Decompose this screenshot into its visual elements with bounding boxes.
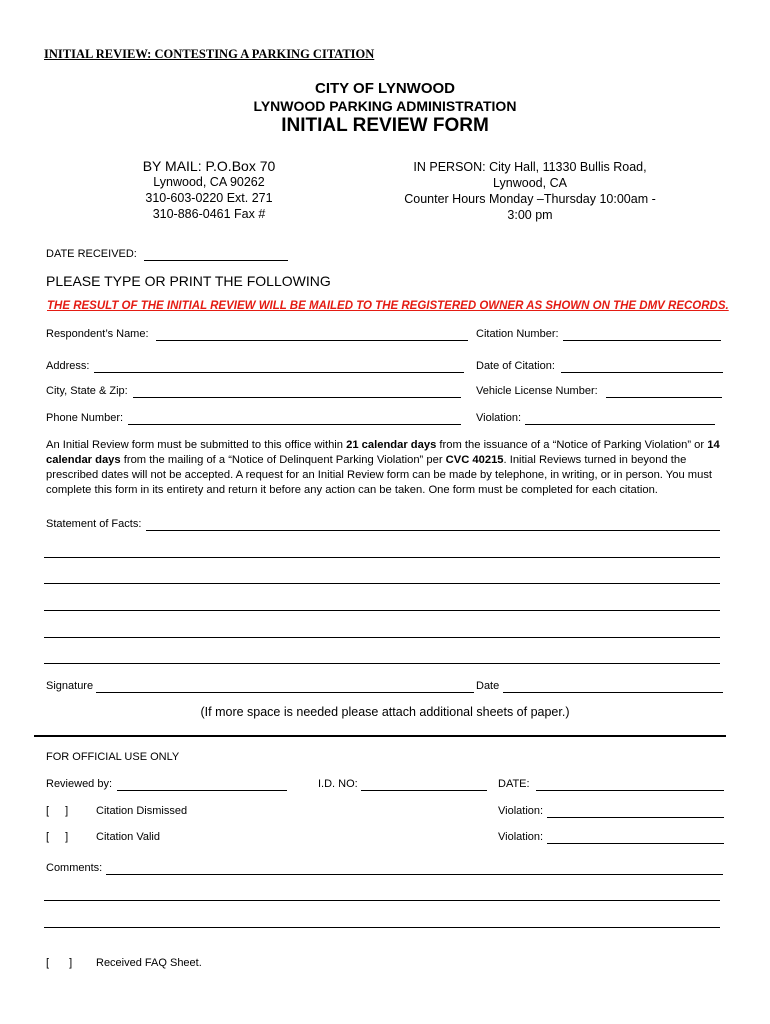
checkbox-faq[interactable]: [ ]	[46, 957, 73, 969]
reviewed-by-label: Reviewed by:	[46, 778, 113, 790]
official-use-heading: FOR OFFICIAL USE ONLY	[46, 751, 180, 763]
signature-label: Signature	[46, 680, 94, 692]
checkbox-dismissed[interactable]: [ ]	[46, 805, 69, 817]
comments-line[interactable]	[44, 927, 720, 928]
statement-line[interactable]	[44, 583, 720, 584]
respondent-name-field[interactable]	[156, 340, 468, 341]
official-date-label: DATE:	[498, 778, 530, 790]
dismissed-violation-label: Violation:	[498, 805, 544, 817]
violation-label: Violation:	[476, 412, 522, 424]
violation-field[interactable]	[525, 424, 715, 425]
dmv-warning: THE RESULT OF THE INITIAL REVIEW WILL BE MAILED TO THE REGISTERED OWNER AS SHOWN ON THE DMV RECORDS.	[47, 300, 729, 312]
address-field[interactable]	[94, 372, 464, 373]
vehicle-license-field[interactable]	[606, 397, 722, 398]
in-person-line: Counter Hours Monday –Thursday 10:00am -	[404, 192, 656, 206]
id-no-label: I.D. NO:	[318, 778, 358, 790]
statement-of-facts-field[interactable]	[146, 530, 720, 531]
section-divider	[34, 735, 726, 737]
date-received-label: DATE RECEIVED:	[46, 248, 137, 260]
citation-dismissed-label: Citation Dismissed	[96, 805, 188, 817]
dismissed-violation-field[interactable]	[547, 817, 724, 818]
vehicle-license-label: Vehicle License Number:	[476, 385, 598, 397]
city-name: CITY OF LYNWOOD	[314, 80, 455, 97]
page-title: INITIAL REVIEW FORM	[281, 115, 489, 136]
submission-instructions: An Initial Review form must be submitted to this office within 21 calendar days from the issuance of a “Notice of Parking Violation” or 14 calendar days from the mailing of a “Notice of Delinquent Parking Violation” per CVC 40215. Initial Reviews turned in beyond the prescribed dates will not be accepted. A request for an Initial Review form can be made by telephone, in writing, or in person. You must complete this form in its entirety and return it before any action can be taken. One form must be completed for each citation.	[46, 439, 720, 496]
extra-space-note: (If more space is needed please attach additional sheets of paper.)	[200, 705, 570, 719]
valid-violation-field[interactable]	[547, 843, 724, 844]
statement-line[interactable]	[44, 637, 720, 638]
official-date-field[interactable]	[536, 790, 724, 791]
date-of-citation-label: Date of Citation:	[476, 360, 555, 372]
city-state-zip-label: City, State & Zip:	[46, 385, 128, 397]
date-of-citation-field[interactable]	[561, 372, 723, 373]
citation-number-field[interactable]	[563, 340, 721, 341]
mail-line: Lynwood, CA 90262	[153, 175, 265, 189]
statement-line[interactable]	[44, 663, 720, 664]
phone-number-label: Phone Number:	[46, 412, 124, 424]
form-header-title: INITIAL REVIEW: CONTESTING A PARKING CITATION	[44, 47, 375, 61]
city-state-zip-field[interactable]	[133, 397, 461, 398]
mail-line: BY MAIL: P.O.Box 70	[142, 158, 276, 174]
signature-field[interactable]	[96, 692, 474, 693]
mail-line: 310-886-0461 Fax #	[152, 207, 266, 221]
respondent-name-label: Respondent’s Name:	[46, 328, 149, 340]
valid-violation-label: Violation:	[498, 831, 544, 843]
phone-number-field[interactable]	[128, 424, 461, 425]
comments-label: Comments:	[46, 862, 103, 874]
date-received-field[interactable]	[144, 260, 288, 261]
comments-line[interactable]	[44, 900, 720, 901]
comments-field[interactable]	[106, 874, 723, 875]
checkbox-valid[interactable]: [ ]	[46, 831, 69, 843]
admin-name: LYNWOOD PARKING ADMINISTRATION	[253, 98, 517, 114]
mail-line: 310-603-0220 Ext. 271	[145, 191, 273, 205]
in-person-line: IN PERSON: City Hall, 11330 Bullis Road,	[413, 160, 647, 174]
in-person-contact	[395, 159, 665, 223]
in-person-line: 3:00 pm	[507, 208, 553, 222]
statement-line[interactable]	[44, 610, 720, 611]
citation-valid-label: Citation Valid	[96, 831, 160, 843]
citation-number-label: Citation Number:	[476, 328, 559, 340]
date-field[interactable]	[503, 692, 723, 693]
received-faq-label: Received FAQ Sheet.	[96, 957, 202, 969]
reviewed-by-field[interactable]	[117, 790, 287, 791]
mail-contact	[124, 158, 294, 222]
statement-line[interactable]	[44, 557, 720, 558]
date-label: Date	[476, 680, 500, 692]
print-instruction: PLEASE TYPE OR PRINT THE FOLLOWING	[46, 273, 331, 289]
address-label: Address:	[46, 360, 90, 372]
id-no-field[interactable]	[361, 790, 487, 791]
in-person-line: Lynwood, CA	[493, 176, 567, 190]
statement-of-facts-label: Statement of Facts:	[46, 518, 142, 530]
